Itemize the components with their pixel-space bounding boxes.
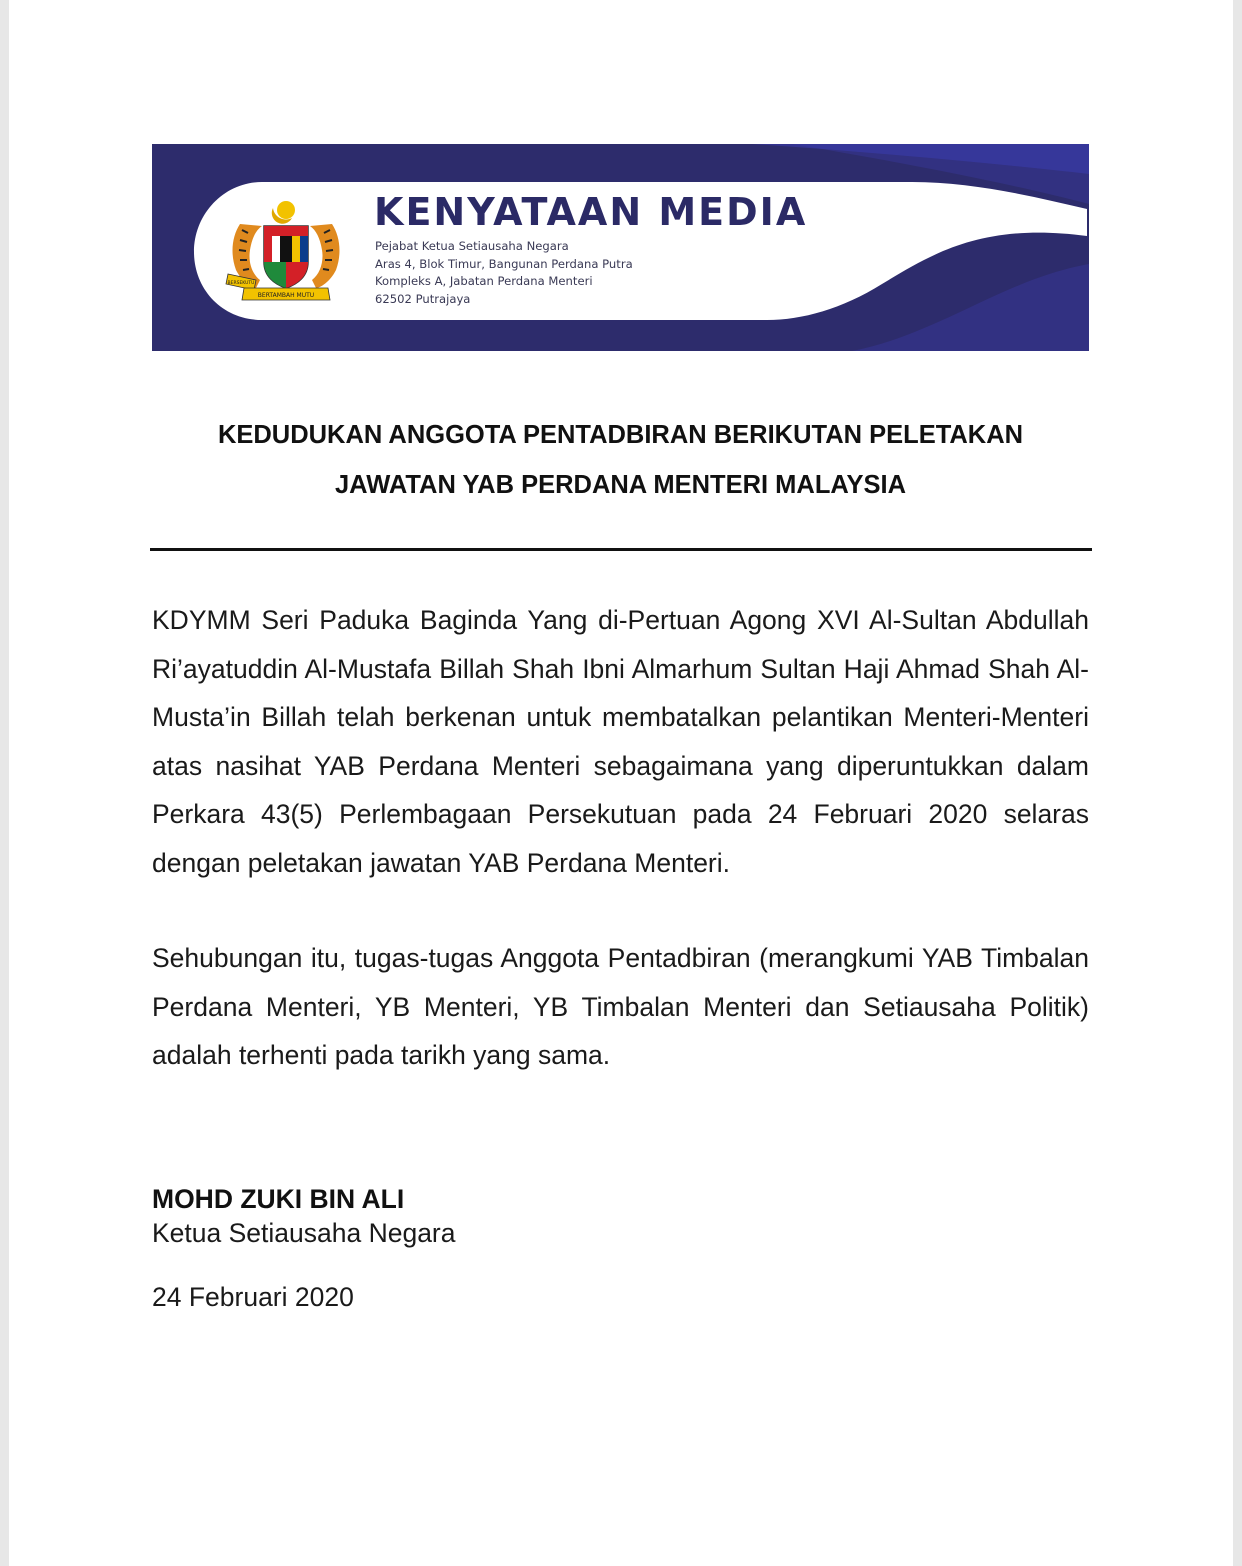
media-statement-banner bbox=[152, 144, 1089, 351]
signatory-name: MOHD ZUKI BIN ALI bbox=[152, 1184, 405, 1214]
statement-date: 24 Februari 2020 bbox=[152, 1282, 354, 1312]
statement-headline bbox=[152, 410, 1089, 510]
office-address bbox=[375, 238, 633, 308]
address-line: 62502 Putrajaya bbox=[375, 291, 471, 306]
signatory-title: Ketua Setiausaha Negara bbox=[152, 1218, 456, 1248]
headline-line-2: JAWATAN YAB PERDANA MENTERI MALAYSIA bbox=[335, 471, 906, 499]
coat-of-arms-icon bbox=[222, 196, 350, 304]
body-paragraph-1: KDYMM Seri Paduka Baginda Yang di-Pertuan Agong XVI Al-Sultan Abdullah Ri’ayatuddin Al-Mustafa Billah Shah Ibni Almarhum Sultan Haji Ahmad Shah Al-Musta’in Billah telah berkenan untuk membatalkan pelantikan Menteri-Menteri atas nasihat YAB Perdana Menteri sebagaimana yang diperuntukkan dalam Perkara 43(5) Perlembagaan Persekutuan pada 24 Februari 2020 selaras dengan peletakan jawatan YAB Perdana Menteri. bbox=[152, 605, 1089, 878]
body-paragraph-2: Sehubungan itu, tugas-tugas Anggota Pentadbiran (merangkumi YAB Timbalan Perdana Menteri, YB Menteri, YB Timbalan Menteri dan Setiausaha Politik) adalah terhenti pada tarikh yang sama. bbox=[152, 943, 1089, 1070]
banner-title: KENYATAAN MEDIA bbox=[374, 190, 808, 234]
document-page bbox=[9, 0, 1233, 1566]
address-line: Kompleks A, Jabatan Perdana Menteri bbox=[375, 274, 593, 288]
address-line: Aras 4, Blok Timur, Bangunan Perdana Putra bbox=[375, 256, 633, 271]
address-line: Pejabat Ketua Setiausaha Negara bbox=[375, 239, 569, 253]
headline-line-1: KEDUDUKAN ANGGOTA PENTADBIRAN BERIKUTAN PELETAKAN bbox=[217, 421, 1024, 449]
crest-scroll-text: BERSEKUTU bbox=[227, 281, 255, 286]
headline-divider bbox=[150, 548, 1092, 551]
crest-motto-text: BERTAMBAH MUTU bbox=[257, 292, 315, 299]
